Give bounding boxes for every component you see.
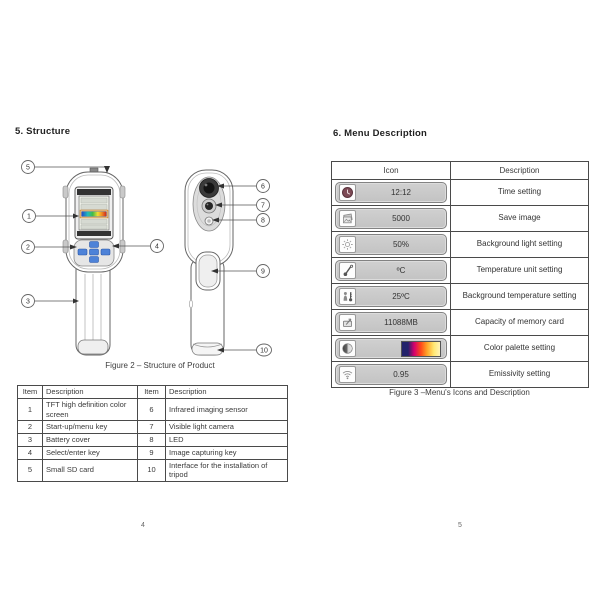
page-number-left: 4 — [141, 522, 145, 529]
section-heading-structure: 5. Structure — [15, 126, 71, 137]
svg-text:3: 3 — [26, 298, 30, 306]
menu-value-memory: 11088MB — [384, 318, 418, 327]
svg-text:4: 4 — [155, 243, 159, 251]
menu-button-palette — [335, 338, 447, 359]
device-front-view — [63, 168, 125, 355]
menu-button-memory — [335, 312, 447, 333]
callout-10 — [257, 344, 272, 356]
svg-text:9: 9 — [261, 268, 265, 276]
parts-table-header: Item Description Item Description — [18, 386, 288, 399]
callout-9 — [257, 265, 270, 278]
menu-table-header: Icon Description — [332, 162, 589, 180]
menu-desc-save-image: Save image — [451, 206, 589, 232]
menu-desc-temp-unit: Temperature unit setting — [451, 258, 589, 284]
menu-button-backlight — [335, 234, 447, 255]
menu-row-memory — [332, 310, 589, 336]
svg-text:8: 8 — [261, 217, 265, 225]
callout-7 — [257, 199, 270, 212]
section-heading-menu-description: 6. Menu Description — [333, 128, 428, 139]
device-screen — [75, 187, 113, 239]
menu-desc-emissivity: Emissivity setting — [451, 362, 589, 388]
menu-desc-backlight: Background light setting — [451, 232, 589, 258]
menu-value-save-image: 5000 — [392, 214, 410, 223]
menu-value-backlight: 50% — [392, 240, 409, 249]
callout-3 — [22, 295, 35, 308]
device-keypad — [74, 240, 114, 266]
menu-desc-time: Time setting — [451, 180, 589, 206]
parts-table — [17, 385, 288, 482]
parts-row-1: 1 TFT high definition color screen 6 Infrared imaging sensor — [18, 398, 288, 421]
menu-desc-background-temp: Background temperature setting — [451, 284, 589, 310]
svg-text:5: 5 — [26, 164, 30, 172]
parts-row-3: 3 Battery cover 8 LED — [18, 434, 288, 447]
callout-5 — [22, 161, 35, 174]
svg-text:7: 7 — [261, 202, 265, 210]
menu-button-emissivity — [335, 364, 447, 385]
led — [205, 217, 213, 225]
svg-text:2: 2 — [26, 244, 30, 252]
menu-desc-palette: Color palette setting — [451, 336, 589, 362]
callout-8 — [257, 214, 270, 227]
menu-table — [331, 161, 589, 388]
figure-structure-of-product — [15, 152, 305, 362]
menu-row-background-temp — [332, 284, 589, 310]
svg-text:6: 6 — [261, 183, 265, 191]
menu-row-emissivity — [332, 362, 589, 388]
menu-row-time — [332, 180, 589, 206]
callout-4 — [151, 240, 164, 253]
visible-light-camera — [202, 199, 216, 213]
menu-button-time — [335, 182, 447, 203]
menu-value-background-temp: 25ºC — [392, 292, 410, 301]
callout-1 — [23, 210, 36, 223]
callout-2 — [22, 241, 35, 254]
callout-bubbles — [22, 161, 272, 357]
figure2-caption: Figure 2 – Structure of Product — [105, 361, 215, 370]
color-palette-bar — [401, 341, 441, 357]
menu-button-save-image — [335, 208, 447, 229]
menu-desc-memory: Capacity of memory card — [451, 310, 589, 336]
body-temperature-icon — [341, 290, 354, 303]
menu-button-temp-unit — [335, 260, 447, 281]
menu-row-palette — [332, 336, 589, 362]
palette-icon — [341, 342, 354, 355]
device-back-view — [185, 170, 233, 355]
menu-value-time: 12:12 — [390, 188, 412, 197]
memory-card-icon — [341, 316, 354, 329]
brightness-icon — [341, 238, 354, 251]
menu-row-save-image — [332, 206, 589, 232]
menu-button-background-temp — [335, 286, 447, 307]
parts-row-4: 4 Select/enter key 9 Image capturing key — [18, 446, 288, 459]
page-number-right: 5 — [458, 522, 462, 529]
infrared-sensor — [200, 179, 219, 198]
parts-row-5: 5 Small SD card 10 Interface for the installation of tripod — [18, 459, 288, 482]
menu-value-temp-unit: ºC — [396, 266, 406, 275]
svg-text:10: 10 — [260, 347, 268, 355]
svg-text:1: 1 — [27, 213, 31, 221]
menu-row-temp-unit — [332, 258, 589, 284]
menu-row-backlight — [332, 232, 589, 258]
callout-6 — [257, 180, 270, 193]
wifi-icon — [341, 368, 354, 381]
clock-icon — [341, 186, 354, 199]
photos-icon — [341, 212, 354, 225]
thermometer-icon — [341, 264, 354, 277]
menu-value-emissivity: 0.95 — [393, 370, 409, 379]
parts-row-2: 2 Start-up/menu key 7 Visible light camera — [18, 421, 288, 434]
figure3-caption: Figure 3 –Menu's Icons and Description — [389, 388, 530, 397]
